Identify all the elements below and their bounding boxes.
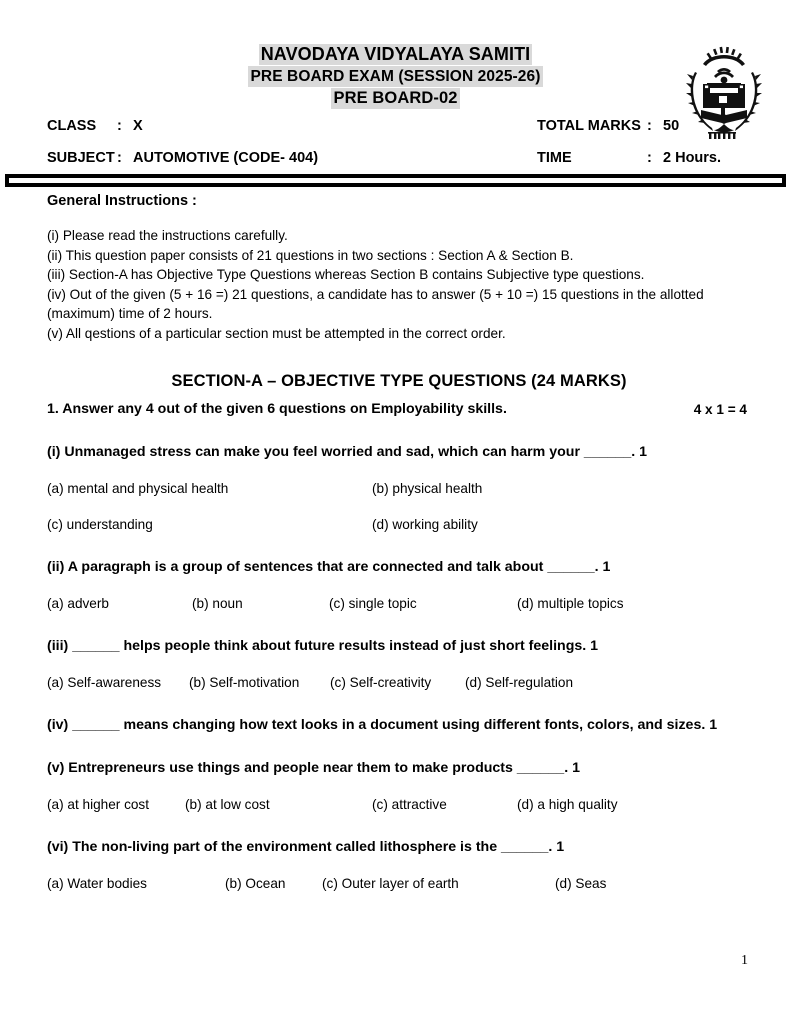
sub-question-v-options xyxy=(47,795,751,814)
general-instructions-list xyxy=(47,226,751,344)
exam-session-title: PRE BOARD EXAM (SESSION 2025-26) xyxy=(250,68,541,85)
sub-question-vi-stem: (vi) The non-living part of the environment called lithosphere is the ______. 1 xyxy=(47,838,565,855)
time-label: TIME xyxy=(537,150,572,166)
subject-colon: : xyxy=(117,150,122,166)
sub-question-iv-stem: (iv) ______ means changing how text looks in a document using different fonts, colors, and sizes. 1 xyxy=(47,716,718,733)
subject-value: AUTOMOTIVE (CODE- 404) xyxy=(133,150,319,166)
page-header xyxy=(0,0,791,172)
time-value: 2 Hours. xyxy=(663,150,722,166)
option-d: (d) multiple topics xyxy=(517,595,624,611)
time-field xyxy=(537,150,721,166)
header-divider xyxy=(5,174,786,187)
pre-board-number: PRE BOARD-02 xyxy=(333,89,458,107)
option-a: (a) at higher cost xyxy=(47,796,149,812)
page-content xyxy=(47,192,751,893)
page-number: 1 xyxy=(741,953,748,968)
option-a: (a) Self-awareness xyxy=(47,674,162,690)
option-d: (d) a high quality xyxy=(517,796,618,812)
option-c: (c) attractive xyxy=(372,796,447,812)
sub-question-vi-options xyxy=(47,874,751,893)
option-b: (b) Self-motivation xyxy=(189,674,300,690)
total-marks-value: 50 xyxy=(663,118,680,134)
question-1 xyxy=(47,400,751,419)
instruction-item: (v) All qestions of a particular section must be attempted in the correct order. xyxy=(47,325,506,341)
sub-question-i-options-row-2 xyxy=(47,515,751,534)
option-c: (c) understanding xyxy=(47,516,153,532)
option-d: (d) working ability xyxy=(372,516,478,532)
option-c: (c) Self-creativity xyxy=(330,674,432,690)
class-field xyxy=(47,118,143,134)
general-instructions-title: General Instructions : xyxy=(47,193,197,209)
instruction-item: (iii) Section-A has Objective Type Questions whereas Section B contains Subjective type questions. xyxy=(47,267,645,283)
option-c: (c) Outer layer of earth xyxy=(322,875,459,891)
class-label: CLASS xyxy=(47,118,97,134)
total-marks-label: TOTAL MARKS xyxy=(537,118,641,134)
total-marks-field xyxy=(537,118,679,134)
institution-name: NAVODAYA VIDYALAYA SAMITI xyxy=(260,44,531,64)
instruction-item: (i) Please read the instructions carefully. xyxy=(47,228,288,243)
subject-label: SUBJECT xyxy=(47,150,115,166)
option-b: (b) at low cost xyxy=(185,796,270,812)
sub-question-i-options-row-1 xyxy=(47,479,751,498)
option-d: (d) Self-regulation xyxy=(465,674,574,690)
option-b: (b) noun xyxy=(192,595,243,611)
instruction-item: (ii) This question paper consists of 21 questions in two sections : Section A & Section B. xyxy=(47,247,574,263)
sub-question-v-stem: (v) Entrepreneurs use things and people near them to make products ______. 1 xyxy=(47,759,580,776)
total-marks-colon: : xyxy=(647,118,652,134)
class-value: X xyxy=(133,118,143,134)
section-a-heading: SECTION-A – OBJECTIVE TYPE QUESTIONS (24 MARKS) xyxy=(171,371,627,390)
question-1-marks: 4 x 1 = 4 xyxy=(693,401,747,417)
navodaya-vidyalaya-samiti-emblem-icon xyxy=(681,38,767,142)
option-a: (a) mental and physical health xyxy=(47,480,229,496)
option-a: (a) Water bodies xyxy=(47,875,147,891)
option-b: (b) physical health xyxy=(372,480,483,496)
class-colon: : xyxy=(117,118,122,134)
time-colon: : xyxy=(647,150,652,166)
sub-question-ii-stem: (ii) A paragraph is a group of sentences that are connected and talk about ______. 1 xyxy=(47,558,611,575)
option-a: (a) adverb xyxy=(47,595,109,611)
option-d: (d) Seas xyxy=(555,875,607,891)
sub-question-i-stem: (i) Unmanaged stress can make you feel worried and sad, which can harm your ______. 1 xyxy=(47,443,648,460)
option-c: (c) single topic xyxy=(329,595,417,611)
question-1-text: 1. Answer any 4 out of the given 6 questions on Employability skills. xyxy=(47,400,507,417)
institution-title-block xyxy=(22,0,769,109)
option-b: (b) Ocean xyxy=(225,875,286,891)
instruction-item: (iv) Out of the given (5 + 16 =) 21 questions, a candidate has to answer (5 + 10 =) 15 questions in the allotted (maximum) time of 2 hours. xyxy=(47,286,704,322)
sub-question-iii-options xyxy=(47,673,751,692)
subject-field xyxy=(47,150,318,166)
sub-question-ii-options xyxy=(47,594,751,613)
sub-question-iii-stem: (iii) ______ helps people think about future results instead of just short feelings. 1 xyxy=(47,637,599,654)
